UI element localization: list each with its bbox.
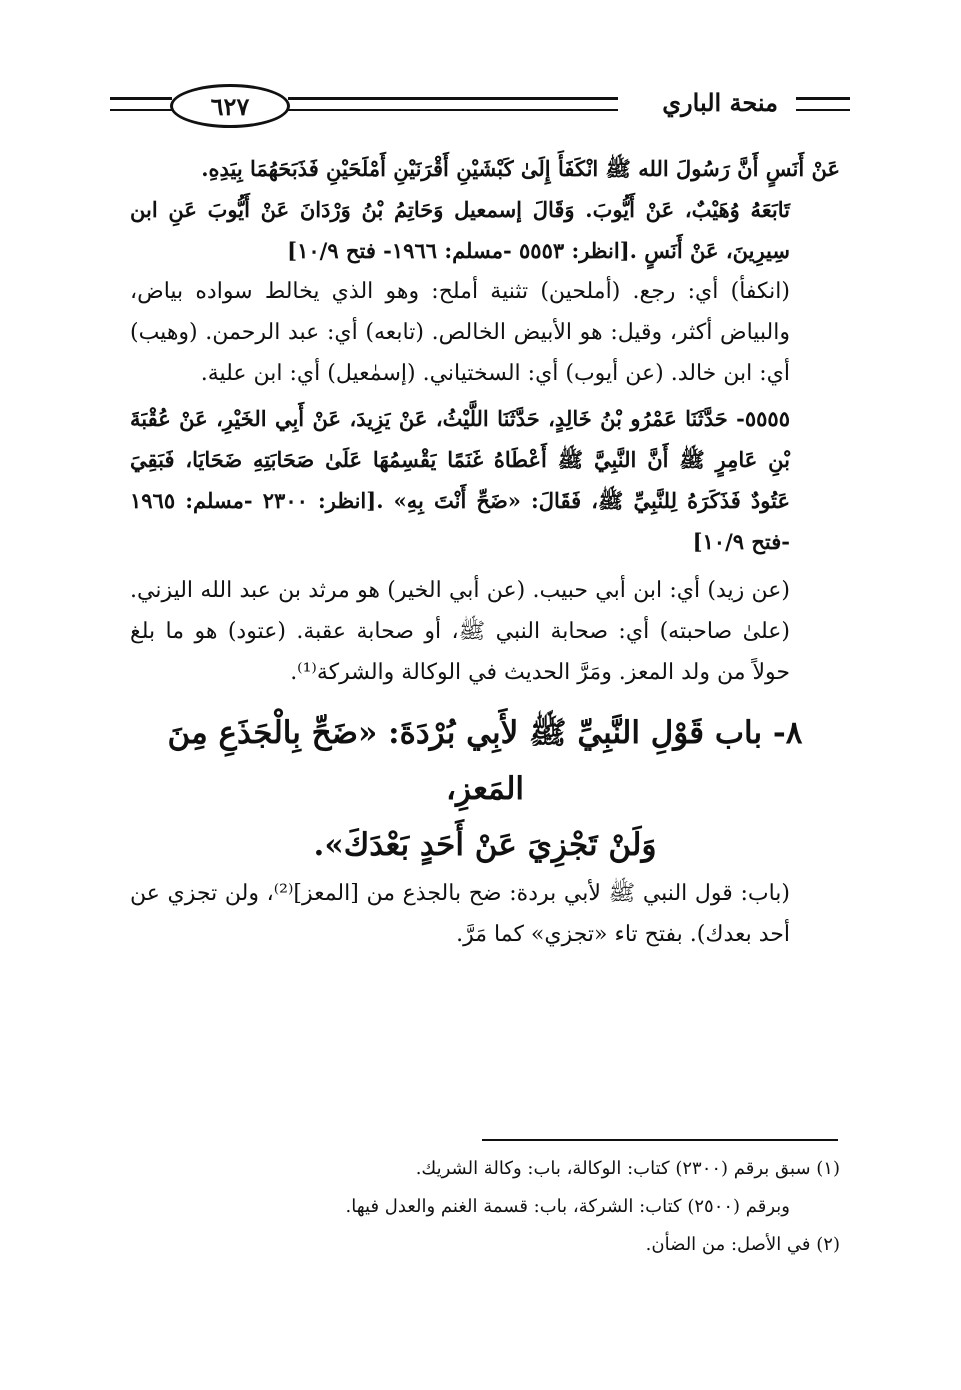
commentary-2: (عن زيد) أي: ابن أبي حبيب. (عن أبي الخير) هو مرثد بن عبد الله اليزني. (علىٰ صاحبته) أي: صحابة النبي ﷺ، أو صحابة عقبة. (عتود) هو ما بلغ حولاً من ولد المعز. ومَرَّ الحديث في الوكالة والشركة⁽¹⁾. xyxy=(130,578,790,685)
page-header xyxy=(110,78,850,138)
commentary-3: (باب: قول النبي ﷺ لأبي بردة: ضح بالجذع من [المعز]⁽²⁾، ولن تجزي عن أحد بعدك). بفتح تاء «تجزي» كما مَرَّ. xyxy=(130,881,790,947)
main-text xyxy=(130,148,840,955)
header-rule-left-bottom xyxy=(110,109,172,111)
footnote-1-continued: وبرقم (٢٥٠٠) كتاب: الشركة، باب: قسمة الغنم والعدل فيها. xyxy=(345,1196,790,1217)
header-rule-right-top xyxy=(796,97,850,100)
bab-heading xyxy=(130,705,840,873)
commentary-1: (انكفأ) أي: رجع. (أملحين) تثنية أملح: وهو الذي يخالط سواده بياض، والبياض أكثر، وقيل: هو الأبيض الخالص. (تابعه) أي: عبد الرحمن. (وهيب) أي: ابن خالد. (عن أيوب) أي: السختياني. (إسمٰعيل) أي: ابن علية. xyxy=(130,279,790,386)
bab-heading-line-2: وَلَنْ تَجْزِيَ عَنْ أَحَدٍ بَعْدَكَ». xyxy=(313,827,657,863)
header-rule-left-top xyxy=(110,97,172,100)
footnote-separator xyxy=(482,1139,838,1141)
header-rule-middle-bottom xyxy=(288,109,618,111)
page-number: ٦٢٧ xyxy=(170,84,290,128)
footnote-2: (٢) في الأصل: من الضأن. xyxy=(645,1234,840,1255)
book-title: منحة الباري xyxy=(662,88,778,117)
bab-heading-line-1: ٨- باب قَوْلِ النَّبِيِّ ﷺ لأَبِي بُرْدَةَ: «ضَحِّ بِالْجَذَعِ مِنَ المَعزِ، xyxy=(167,715,803,807)
hadith-1-follow: تَابَعَهُ وُهَيْبٌ، عَنْ أَيُّوبَ. وَقَالَ إسمعيل وَحَاتِمُ بْنُ وَرْدَانَ عَنْ أَيُّوبَ عَنِ ابن سِيرِينَ، عَنْ أَنَسٍ .[انظر: ٥٥٥٣ -مسلم: ١٩٦٦- فتح ١٠/٩] xyxy=(130,197,790,263)
hadith-1-text: عَنْ أَنَسٍ أَنَّ رَسُولَ الله ﷺ انْكَفَأَ إِلَىٰ كَبْشَيْنِ أَقْرَنَيْنِ أَمْلَحَيْنِ فَذَبَحَهُمَا بِيَدِهِ. xyxy=(201,156,840,181)
header-rule-middle-top xyxy=(288,97,618,100)
footnotes xyxy=(130,1150,840,1264)
footnote-1: (١) سبق برقم (٢٣٠٠) كتاب: الوكالة، باب: وكالة الشريك. xyxy=(415,1158,840,1179)
hadith-2-text: ٥٥٥٥- حَدَّثَنَا عَمْرُو بْنُ خَالِدٍ، حَدَّثَنَا اللَّيْثُ، عَنْ يَزِيدَ، عَنْ أَبِي الخَيْرِ، عَنْ عُقْبَةَ بْنِ عَامِرٍ ﷺ أَنَّ النَّبِيَّ ﷺ أَعْطَاهُ غَنَمًا يَقْسِمُهَا عَلَىٰ صَحَابَتِهِ ضَحَايَا، فَبَقِيَ عَتُودٌ فَذَكَرَهُ لِلنَّبِيِّ ﷺ، فَقَالَ: «ضَحِّ أَنْتَ بِهِ» .[انظر: ٢٣٠٠ -مسلم: ١٩٦٥ -فتح ١٠/٩] xyxy=(130,406,790,554)
header-rule-right-bottom xyxy=(796,109,850,111)
